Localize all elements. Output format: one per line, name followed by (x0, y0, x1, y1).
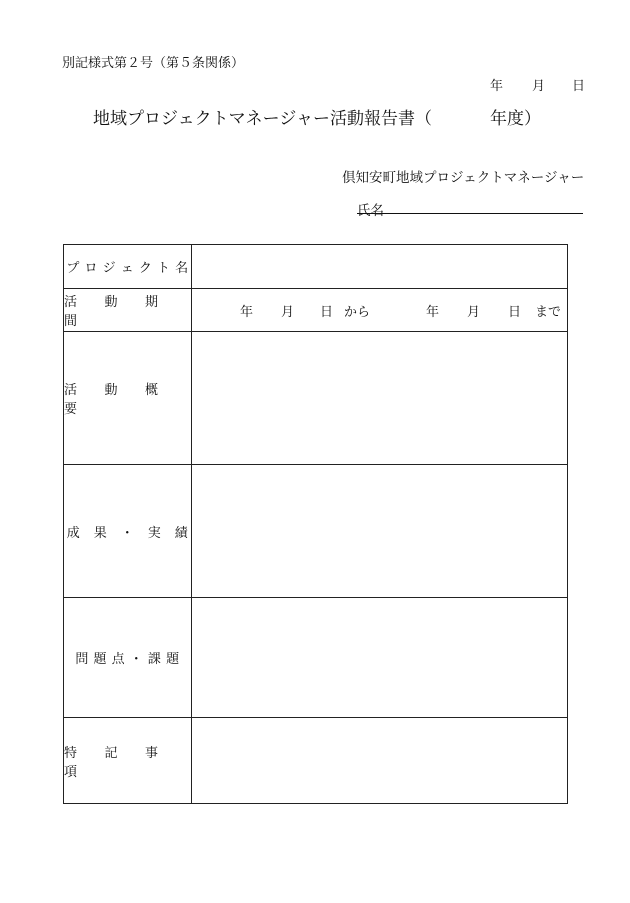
name-label: 氏名 (357, 203, 384, 219)
period-start-day: 日 (320, 304, 334, 320)
table-row (64, 245, 567, 289)
special-notes-field[interactable] (192, 718, 567, 803)
date-day-label: 日 (572, 79, 586, 94)
period-from: から (344, 304, 371, 320)
title-suffix: 年度） (489, 109, 541, 129)
name-field-line[interactable] (357, 213, 583, 214)
table-row (64, 465, 567, 598)
table-row (64, 289, 567, 332)
label-issues: 問 題 点 ・ 課 題 (64, 598, 192, 717)
title-main: 地域プロジェクトマネージャー活動報告書（ (93, 109, 432, 129)
label-project-name: プ ロ ジ ェ ク ト 名 (64, 245, 192, 288)
table-row (64, 332, 567, 465)
period-end-day: 日 (508, 304, 522, 320)
organization-label: 倶知安町地域プロジェクトマネージャー (342, 170, 585, 186)
report-form-table (63, 244, 568, 804)
issues-field[interactable] (192, 598, 567, 717)
document-title (93, 104, 541, 129)
project-name-field[interactable] (192, 245, 567, 288)
results-field[interactable] (192, 465, 567, 597)
label-activity-summary: 活 動 概 要 (64, 332, 192, 464)
label-activity-period: 活 動 期 間 (64, 289, 192, 331)
period-to: まで (535, 304, 562, 320)
label-results: 成 果 ・ 実 績 (64, 465, 192, 597)
label-special-notes: 特 記 事 項 (64, 718, 192, 803)
activity-summary-field[interactable] (192, 332, 567, 464)
table-row (64, 718, 567, 803)
table-row (64, 598, 567, 718)
period-end-month: 月 (467, 304, 481, 320)
date-month-label: 月 (532, 79, 546, 94)
period-start-month: 月 (281, 304, 295, 320)
form-number: 別記様式第２号（第５条関係） (62, 56, 245, 71)
period-end-year: 年 (426, 304, 440, 320)
activity-period-field[interactable] (192, 289, 567, 331)
date-year-label: 年 (490, 79, 504, 94)
period-start-year: 年 (240, 304, 254, 320)
